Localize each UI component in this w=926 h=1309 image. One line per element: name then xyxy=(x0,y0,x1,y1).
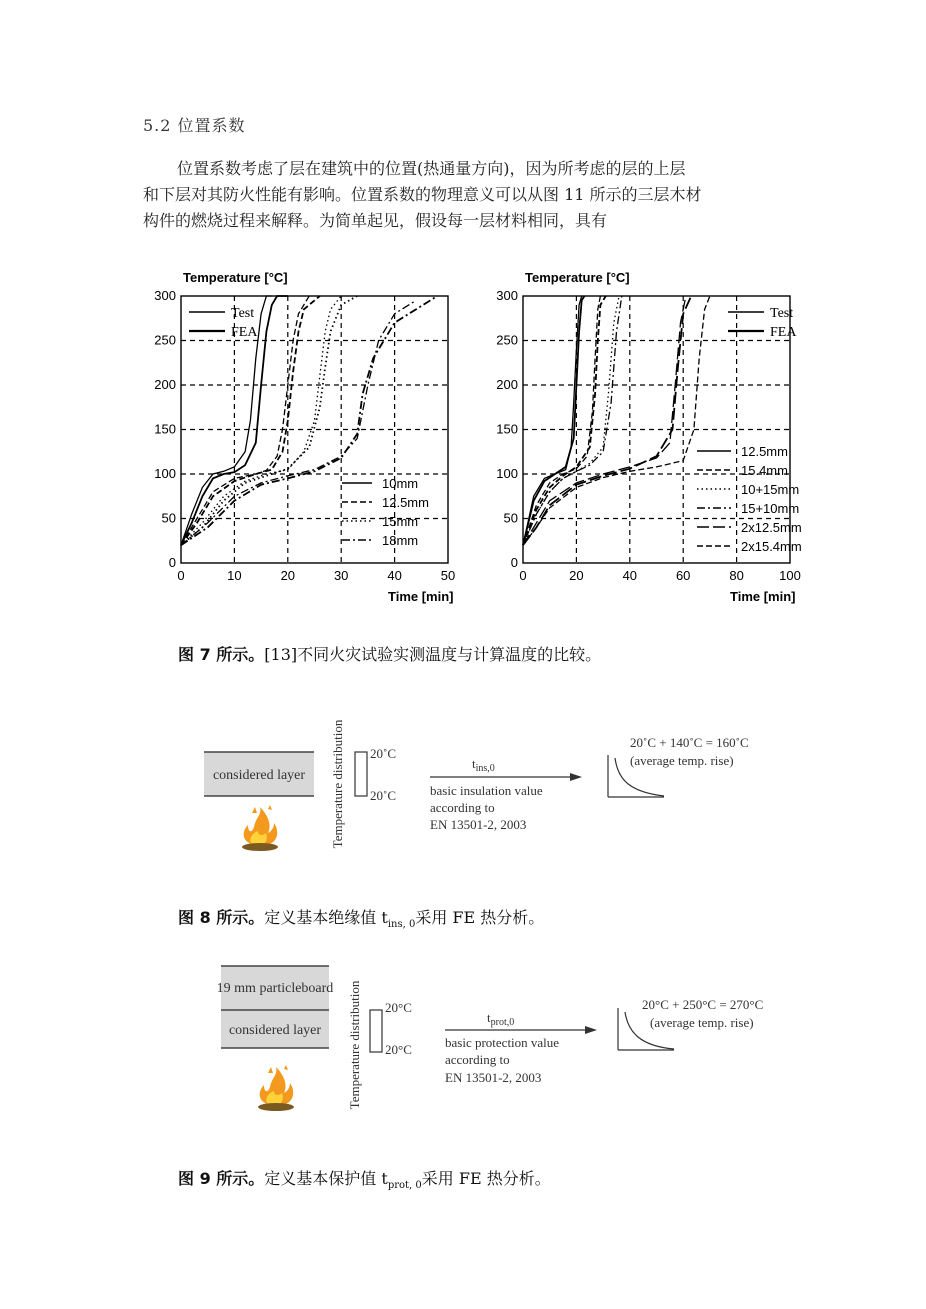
temperature-bar xyxy=(370,1010,382,1052)
y-tick-label: 200 xyxy=(154,377,176,392)
paragraph-line: 和下层对其防火性能有影响。位置系数的物理意义可以从图 11 所示的三层木材 xyxy=(143,185,702,204)
temperature-bar xyxy=(355,752,367,796)
caption-text: 定义基本绝缘值 t xyxy=(264,908,388,927)
x-tick-label: 30 xyxy=(333,568,349,583)
y-tick-label: 0 xyxy=(168,555,176,570)
chart-right xyxy=(496,270,801,604)
t-symbol xyxy=(487,1010,514,1028)
y-axis-label: Temperature [°C] xyxy=(183,270,288,285)
t-symbol xyxy=(472,756,495,774)
series-line xyxy=(523,296,600,545)
body-paragraph xyxy=(143,156,793,234)
x-tick-label: 20 xyxy=(569,568,584,583)
x-tick-label: 100 xyxy=(779,568,801,583)
y-tick-label: 300 xyxy=(496,288,518,303)
y-tick-label: 0 xyxy=(510,555,518,570)
caption-text-end: 采用 FE 热分析。 xyxy=(415,908,545,927)
figure-9-caption xyxy=(178,1166,551,1191)
x-axis-label: Time [min] xyxy=(388,589,454,604)
legend-label: 15.4mm xyxy=(741,463,788,478)
layer-label: considered layer xyxy=(228,1023,322,1038)
desc-line: EN 13501-2, 2003 xyxy=(445,1070,542,1085)
y-tick-label: 100 xyxy=(154,466,176,481)
y-tick-label: 250 xyxy=(154,332,176,348)
x-tick-label: 10 xyxy=(227,568,242,583)
axis-label-temperature-distribution: Temperature distribution xyxy=(347,980,362,1110)
desc-line: according to xyxy=(430,800,495,815)
series-line xyxy=(181,296,341,545)
figure-7-charts xyxy=(0,255,926,615)
y-tick-label: 200 xyxy=(496,377,518,392)
top-layer-label: 19 mm particleboard xyxy=(216,981,334,996)
caption-text: [13]不同火灾试验实测温度与计算温度的比较。 xyxy=(264,645,602,664)
legend-label: Test xyxy=(231,306,255,321)
caption-text: 定义基本保护值 t xyxy=(264,1169,388,1188)
x-tick-label: 20 xyxy=(280,568,296,583)
x-tick-label: 0 xyxy=(519,568,527,583)
desc-line: according to xyxy=(445,1052,510,1067)
caption-label: 图 7 所示。 xyxy=(178,645,265,664)
legend-label: 15mm xyxy=(382,514,419,529)
y-tick-label: 100 xyxy=(496,466,518,481)
x-tick-label: 80 xyxy=(729,568,744,583)
result-line-1: 20˚C + 140˚C = 160˚C xyxy=(630,735,749,750)
caption-subscript: prot, 0 xyxy=(387,1180,422,1192)
temp-bottom: 20˚C xyxy=(370,788,396,803)
caption-label: 图 8 所示。 xyxy=(178,908,265,927)
x-tick-label: 60 xyxy=(675,568,691,583)
series-line xyxy=(181,296,357,545)
legend-label: FEA xyxy=(770,325,797,340)
series-line xyxy=(523,296,691,545)
figure-7-caption xyxy=(178,642,601,665)
paragraph-line: 位置系数考虑了层在建筑中的位置(热通量方向)，因为所考虑的层的上层 xyxy=(177,159,686,178)
fire-icon xyxy=(242,805,278,851)
y-tick-label: 300 xyxy=(154,288,176,303)
result-line-2: (average temp. rise) xyxy=(630,753,734,768)
figure-9-diagram xyxy=(190,960,790,1130)
x-tick-label: 40 xyxy=(387,568,402,583)
legend-label: 15+10mm xyxy=(741,501,800,516)
desc-line: EN 13501-2, 2003 xyxy=(430,817,527,832)
axis-label-temperature-distribution: Temperature distribution xyxy=(330,719,345,849)
t-main: t xyxy=(487,1010,491,1025)
temp-top: 20°C xyxy=(385,1000,412,1015)
figure-8-caption xyxy=(178,905,544,930)
temp-bottom: 20°C xyxy=(385,1042,412,1057)
x-tick-label: 40 xyxy=(622,568,638,583)
fire-icon xyxy=(258,1065,294,1111)
legend-label: FEA xyxy=(231,325,258,340)
result-line-2: (average temp. rise) xyxy=(650,1015,754,1030)
series-line xyxy=(181,300,419,545)
legend-label: Test xyxy=(770,306,794,321)
y-tick-label: 250 xyxy=(496,332,518,348)
y-tick-label: 50 xyxy=(161,510,176,526)
legend-label: 12.5mm xyxy=(382,495,429,510)
series-line xyxy=(523,296,686,545)
y-tick-label: 150 xyxy=(154,421,176,437)
legend-label: 10+15mm xyxy=(741,482,800,497)
result-line-1: 20°C + 250°C = 270°C xyxy=(642,997,764,1012)
x-axis-label: Time [min] xyxy=(730,589,796,604)
temp-top: 20˚C xyxy=(370,746,396,761)
y-axis-label: Temperature [°C] xyxy=(525,270,630,285)
legend-label: 2x15.4mm xyxy=(741,539,802,554)
section-heading: 5.2 位置系数 xyxy=(143,116,246,135)
t-sub: prot,0 xyxy=(490,1017,515,1028)
x-tick-label: 0 xyxy=(177,568,185,583)
legend-label: 2x12.5mm xyxy=(741,520,802,535)
y-tick-label: 50 xyxy=(503,510,518,526)
y-tick-label: 150 xyxy=(496,421,518,437)
series-line xyxy=(523,296,584,545)
x-tick-label: 50 xyxy=(440,568,456,583)
legend-label: 18mm xyxy=(382,533,419,548)
legend-label: 10mm xyxy=(382,476,419,491)
t-sub: ins,0 xyxy=(475,763,495,774)
caption-text-end: 采用 FE 热分析。 xyxy=(421,1169,551,1188)
t-main: t xyxy=(472,756,476,771)
caption-subscript: ins, 0 xyxy=(387,919,416,931)
figure-8-diagram xyxy=(190,700,790,870)
desc-line: basic protection value xyxy=(445,1035,560,1050)
paragraph-line: 构件的燃烧过程来解释。为简单起见，假设每一层材料相同，具有 xyxy=(143,211,608,230)
caption-label: 图 9 所示。 xyxy=(178,1169,265,1188)
desc-line: basic insulation value xyxy=(430,783,543,798)
legend-label: 12.5mm xyxy=(741,444,788,459)
chart-left xyxy=(154,270,455,604)
layer-label: considered layer xyxy=(212,768,306,783)
